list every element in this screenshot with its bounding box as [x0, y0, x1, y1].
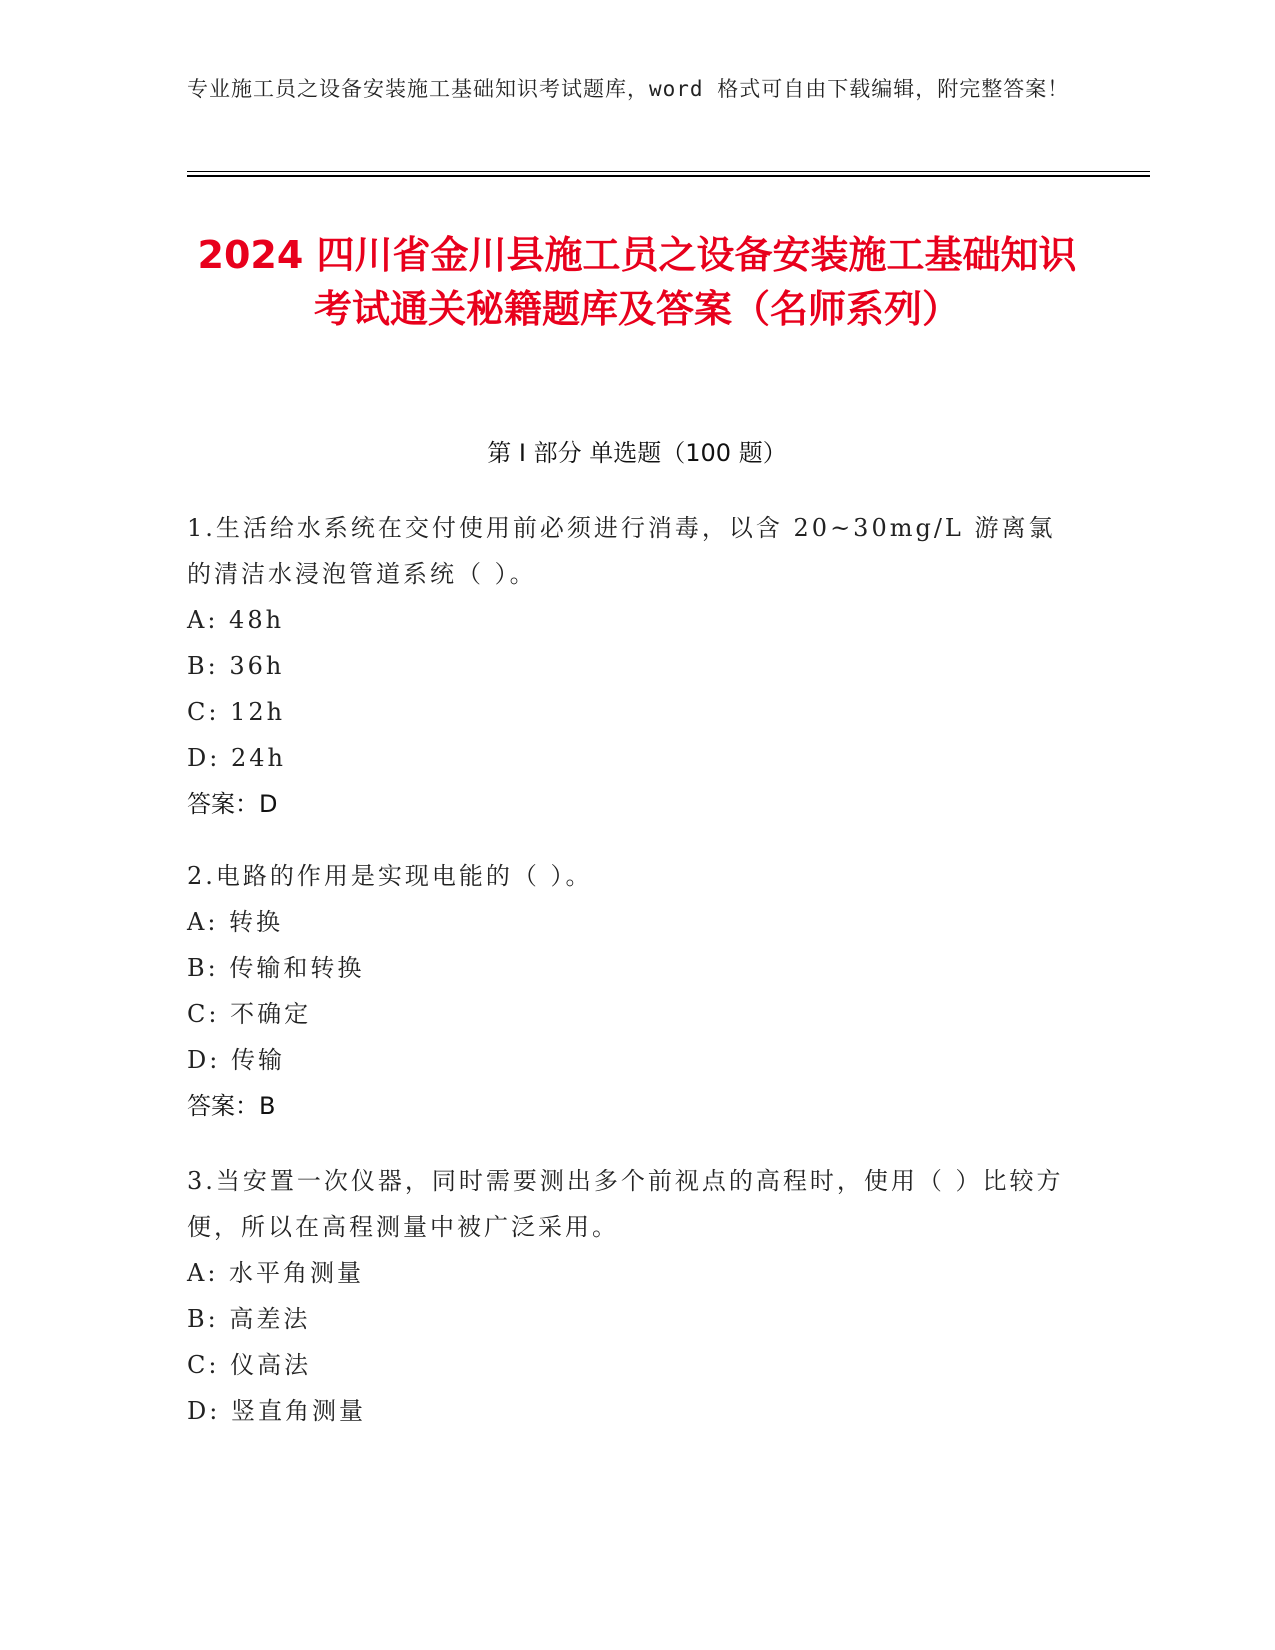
document-title: 2024 四川省金川县施工员之设备安装施工基础知识考试通关秘籍题库及答案（名师系列）: [197, 233, 1077, 331]
option-c: C: 12h: [187, 698, 286, 726]
question-2: [187, 853, 1067, 1129]
answer-label: 答案：D: [187, 790, 278, 818]
option-d: D: 24h: [187, 744, 286, 772]
option-c: C: 不确定: [187, 1000, 312, 1028]
option-a: A: 转换: [187, 908, 284, 936]
question-stem: 2.电路的作用是实现电能的（ ）。: [187, 862, 593, 890]
section-title: 第 I 部分 单选题（100 题）: [487, 439, 787, 467]
option-c: C: 仪高法: [187, 1351, 312, 1379]
option-b: B: 高差法: [187, 1305, 311, 1333]
question-stem: 3.当安置一次仪器，同时需要测出多个前视点的高程时，使用（ ）比较方便，所以在高程测量中被广泛采用。: [187, 1167, 1064, 1241]
header-divider-bottom: [187, 175, 1150, 177]
answer-label: 答案：B: [187, 1092, 276, 1120]
option-b: B: 传输和转换: [187, 954, 365, 982]
option-d: D: 竖直角测量: [187, 1397, 366, 1425]
header-note: 专业施工员之设备安装施工基础知识考试题库，word 格式可自由下载编辑，附完整答案！: [187, 77, 1070, 101]
question-stem: 1.生活给水系统在交付使用前必须进行消毒，以含 20~30mg/L 游离氯的清洁水浸泡管道系统（ ）。: [187, 514, 1056, 588]
option-a: A: 48h: [187, 606, 285, 634]
option-a: A: 水平角测量: [187, 1259, 365, 1287]
option-b: B: 36h: [187, 652, 285, 680]
question-3: [187, 1158, 1067, 1434]
option-d: D: 传输: [187, 1046, 285, 1074]
header-divider-top: [187, 171, 1150, 172]
question-1: [187, 505, 1067, 827]
